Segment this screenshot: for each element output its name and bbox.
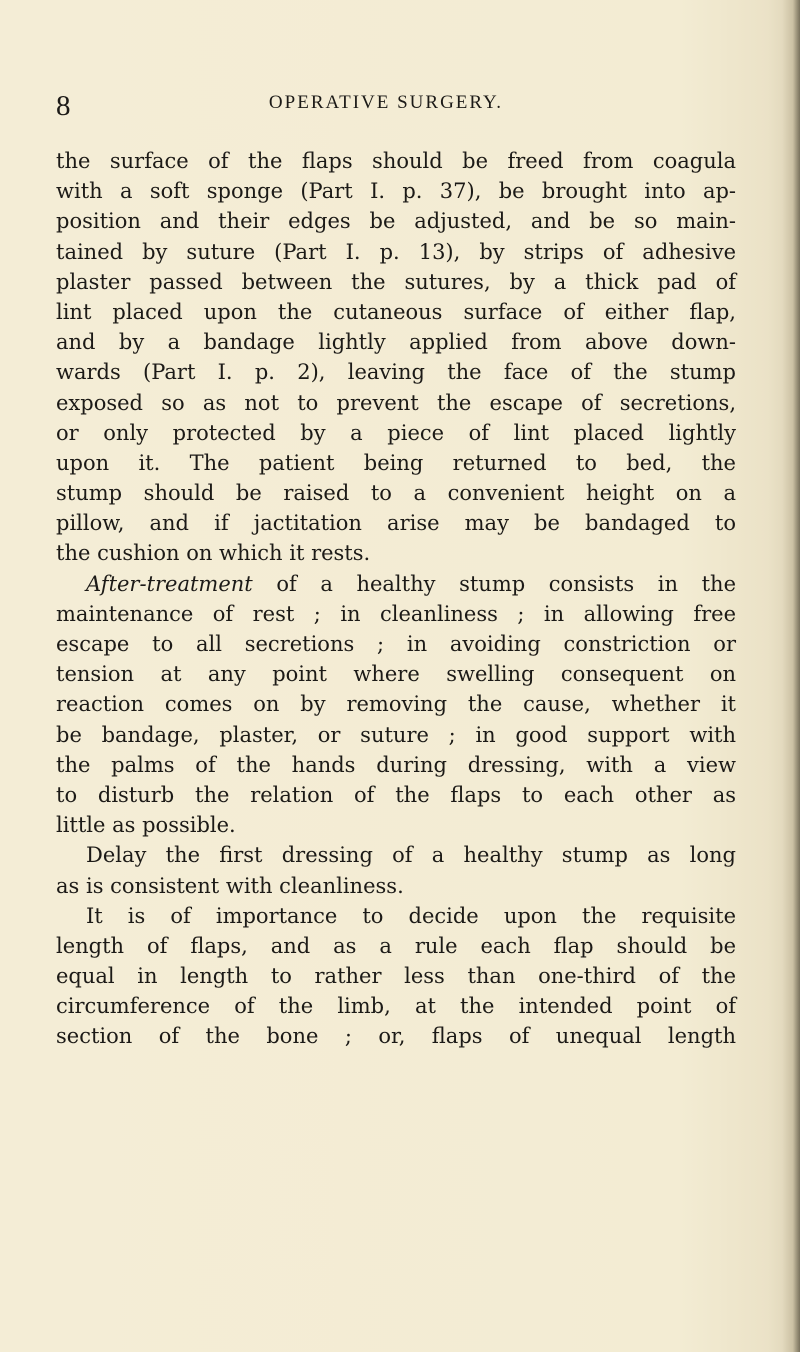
text-line: circumference of the limb, at the intended point of [56, 994, 736, 1019]
text-line: It is of importance to decide upon the requisite [86, 903, 736, 928]
text-line: wards (Part I. p. 2), leaving the face of the stump [56, 360, 736, 385]
text-line: length of flaps, and as a rule each flap should be [56, 933, 736, 958]
text-line-rest: of a healthy stump consists in the [252, 571, 736, 596]
text-line: the palms of the hands during dressing, with a view [56, 752, 736, 777]
text-line: stump should be raised to a convenient height on a [56, 481, 736, 506]
running-head: OPERATIVE SURGERY. [268, 92, 504, 113]
text-line: tained by suture (Part I. p. 13), by strips of adhesive [56, 239, 736, 264]
text-line: Delay the first dressing of a healthy stump as long [86, 843, 736, 868]
italic-term: After-treatment [86, 571, 253, 596]
paragraph-first-line [56, 569, 736, 599]
text-line: exposed so as not to prevent the escape of secretions, [56, 390, 736, 415]
text-line: pillow, and if jactitation arise may be bandaged to [56, 511, 736, 536]
text-line: equal in length to rather less than one-third of the [56, 964, 736, 989]
text-line: plaster passed between the sutures, by a thick pad of [56, 269, 736, 294]
text-line: with a soft sponge (Part I. p. 37), be brought into ap- [56, 179, 736, 204]
text-line: escape to all secretions ; in avoiding constriction or [56, 632, 736, 656]
text-line: tension at any point where swelling consequent on [56, 662, 736, 687]
text-line: position and their edges be adjusted, and be so main- [56, 209, 736, 234]
text-line: upon it. The patient being returned to bed, the [56, 450, 736, 475]
text-line: lint placed upon the cutaneous surface of either flap, [56, 299, 736, 324]
text-line: the cushion on which it rests. [56, 541, 371, 566]
text-line: the surface of the flaps should be freed from coagula [56, 149, 736, 173]
text-line: reaction comes on by removing the cause, whether it [56, 692, 736, 717]
text-line: as is consistent with cleanliness. [56, 873, 404, 898]
text-line: and by a bandage lightly applied from above down- [56, 330, 736, 355]
text-line: little as possible. [56, 813, 236, 838]
page-number: 8 [56, 90, 71, 122]
text-line: maintenance of rest ; in cleanliness ; in allowing free [56, 601, 736, 626]
text-line: or only protected by a piece of lint placed lightly [56, 420, 736, 445]
text-line: to disturb the relation of the flaps to each other as [56, 782, 736, 807]
page-edge-shadow [782, 0, 800, 1352]
body-text [56, 146, 736, 1052]
page-header [56, 86, 656, 126]
text-line: be bandage, plaster, or suture ; in good support with [56, 722, 736, 747]
text-line: section of the bone ; or, flaps of unequal length [56, 1024, 736, 1049]
